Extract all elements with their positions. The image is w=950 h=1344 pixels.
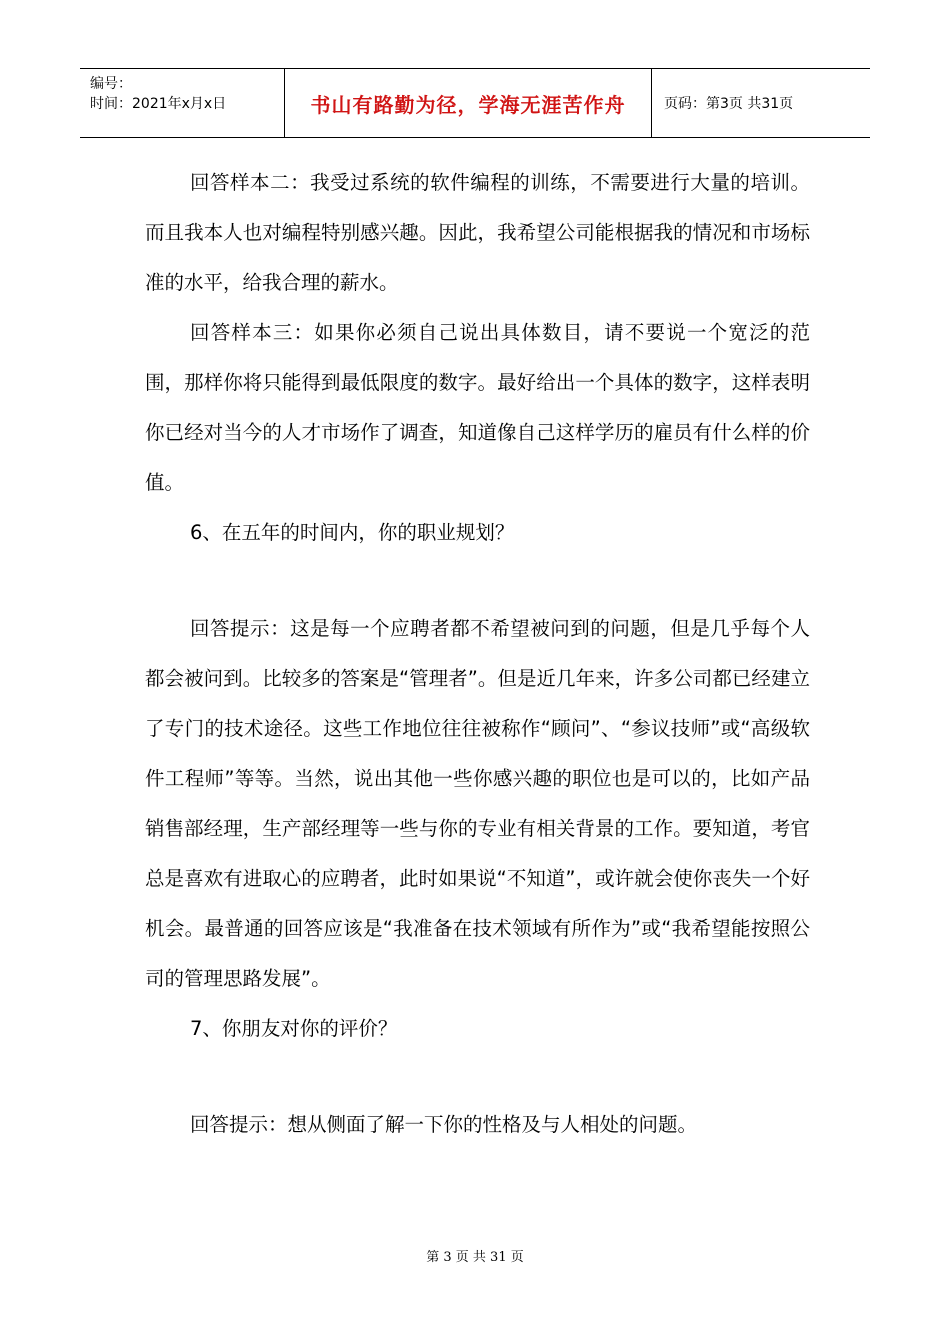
document-number-label: 编号： <box>90 76 132 92</box>
paragraph-answer-sample-3: 回答样本三：如果你必须自己说出具体数目，请不要说一个宽泛的范围，那样你将只能得到最低限度的数字。最好给出一个具体的数字，这样表明你已经对当今的人才市场作了调查，知道像自己这样学历的雇员有什么样的价值。 <box>145 321 810 494</box>
header-page-indicator: 页码：第3页 共31页 <box>664 96 794 112</box>
page-header <box>80 68 870 138</box>
question-6-heading: 6、在五年的时间内，你的职业规划？ <box>190 521 515 544</box>
paragraph-answer-sample-2: 回答样本二：我受过系统的软件编程的训练，不需要进行大量的培训。而且我本人也对编程特别感兴趣。因此，我希望公司能根据我的情况和市场标准的水平，给我合理的薪水。 <box>145 171 810 294</box>
header-meta <box>80 69 284 137</box>
document-time-label: 时间：2021年x月x日 <box>90 96 227 112</box>
document-body <box>145 158 810 1150</box>
paragraph-answer-hint-6: 回答提示：这是每一个应聘者都不希望被问到的问题，但是几乎每个人都会被问到。比较多的答案是“管理者”。但是近几年来，许多公司都已经建立了专门的技术途径。这些工作地位往往被称作“顾问”、“参议技师”或“高级软件工程师”等等。当然，说出其他一些你感兴趣的职位也是可以的，比如产品销售部经理，生产部经理等一些与你的专业有相关背景的工作。要知道，考官总是喜欢有进取心的应聘者，此时如果说“不知道”，或许就会使你丧失一个好机会。最普通的回答应该是“我准备在技术领域有所作为”或“我希望能按照公司的管理思路发展”。 <box>145 617 810 990</box>
header-motto: 书山有路勤为径，学海无涯苦作舟 <box>284 69 652 137</box>
page-footer: 第 3 页 共 31 页 <box>426 1250 524 1265</box>
question-7-heading: 7、你朋友对你的评价？ <box>190 1017 398 1040</box>
paragraph-answer-hint-7: 回答提示：想从侧面了解一下你的性格及与人相处的问题。 <box>190 1113 698 1136</box>
